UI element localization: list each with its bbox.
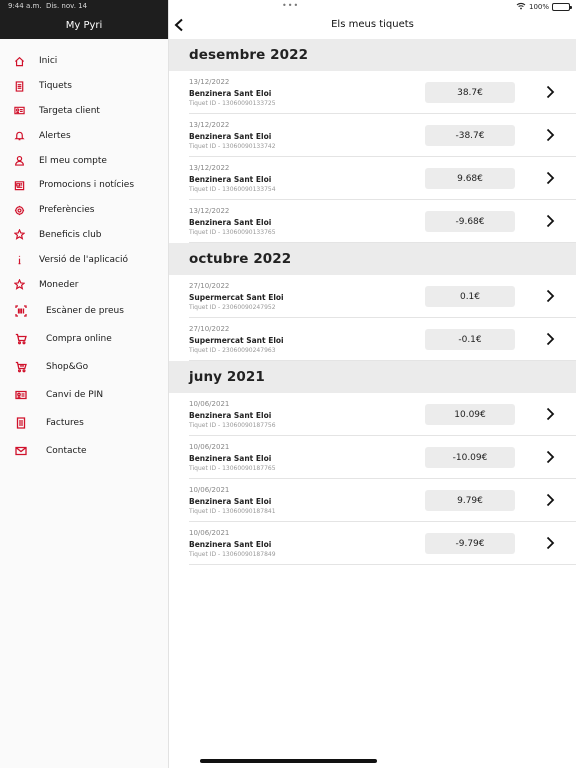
ticket-row[interactable] <box>189 114 576 157</box>
ticket-amount: -10.09€ <box>425 447 515 468</box>
sidebar-item-label: Versió de l'aplicació <box>39 254 128 265</box>
cart-icon <box>14 332 27 345</box>
sidebar-item-label: Beneficis club <box>39 229 102 240</box>
chevron-right-icon[interactable] <box>546 213 556 229</box>
ticket-row[interactable] <box>189 318 576 361</box>
sidebar-item-label: Tiquets <box>39 81 72 92</box>
ticket-store: Benzinera Sant Eloi <box>189 175 272 184</box>
main-panel <box>169 0 576 768</box>
ticket-row[interactable] <box>189 393 576 436</box>
chevron-right-icon[interactable] <box>546 492 556 508</box>
sidebar <box>0 0 169 768</box>
multitasking-dots[interactable]: ••• <box>282 1 300 10</box>
star-icon <box>13 229 25 241</box>
chevron-right-icon[interactable] <box>546 84 556 100</box>
sidebar-item-label: Factures <box>46 417 84 428</box>
sidebar-item-label: El meu compte <box>39 155 107 166</box>
ticket-amount: 0.1€ <box>425 286 515 307</box>
ticket-amount: -0.1€ <box>425 329 515 350</box>
sidebar-item-label: Inici <box>39 56 58 67</box>
ticket-row[interactable] <box>189 436 576 479</box>
ticket-date: 10/06/2021 <box>189 529 230 537</box>
sidebar-item-versio[interactable] <box>0 247 168 272</box>
ticket-row[interactable] <box>189 71 576 114</box>
mail-icon <box>14 444 27 457</box>
sidebar-item-moneder[interactable] <box>0 272 168 297</box>
battery-percent: 100% <box>528 3 549 11</box>
sidebar-submenu <box>0 297 168 465</box>
star-icon <box>13 279 25 291</box>
chevron-right-icon[interactable] <box>546 170 556 186</box>
sidebar-item-label: Shop&Go <box>46 361 89 372</box>
sidebar-item-label: Compra online <box>46 333 112 344</box>
sidebar-menu <box>0 49 168 297</box>
ticket-amount: 38.7€ <box>425 82 515 103</box>
ticket-date: 27/10/2022 <box>189 325 230 333</box>
tickets-list <box>169 39 576 565</box>
ticket-row[interactable] <box>189 200 576 243</box>
ticket-date: 13/12/2022 <box>189 121 230 129</box>
sidebar-item-factures[interactable] <box>0 409 168 437</box>
sidebar-item-compra-online[interactable] <box>0 325 168 353</box>
sidebar-item-label: Moneder <box>39 279 79 290</box>
ticket-amount: 9.79€ <box>425 490 515 511</box>
gear-icon <box>13 204 25 216</box>
sidebar-item-shop-go[interactable] <box>0 353 168 381</box>
barcode-icon <box>14 304 27 317</box>
chevron-right-icon[interactable] <box>546 331 556 347</box>
sidebar-item-inici[interactable] <box>0 49 168 74</box>
ticket-date: 13/12/2022 <box>189 164 230 172</box>
chevron-right-icon[interactable] <box>546 449 556 465</box>
ticket-row[interactable] <box>189 522 576 565</box>
ticket-row[interactable] <box>189 479 576 522</box>
home-icon <box>13 55 25 67</box>
ticket-store: Benzinera Sant Eloi <box>189 497 272 506</box>
ticket-amount: 9.68€ <box>425 168 515 189</box>
ticket-date: 27/10/2022 <box>189 282 230 290</box>
ticket-date: 10/06/2021 <box>189 443 230 451</box>
invoice-icon <box>14 416 27 429</box>
home-indicator[interactable] <box>200 759 377 763</box>
ticket-store: Benzinera Sant Eloi <box>189 218 272 227</box>
sidebar-item-label: Promocions i notícies <box>39 180 135 191</box>
ticket-id: Tiquet ID - 13060090187756 <box>189 422 276 429</box>
sidebar-item-promocions[interactable] <box>0 173 168 198</box>
sidebar-item-canvi-pin[interactable] <box>0 381 168 409</box>
page-title: Els meus tiquets <box>331 19 414 30</box>
nav-bar <box>169 0 576 39</box>
sidebar-item-label: Canvi de PIN <box>46 389 104 400</box>
ticket-store: Benzinera Sant Eloi <box>189 132 272 141</box>
receipt-icon <box>13 80 25 92</box>
ticket-amount: -38.7€ <box>425 125 515 146</box>
ticket-store: Benzinera Sant Eloi <box>189 454 272 463</box>
ticket-id: Tiquet ID - 13060090133742 <box>189 143 276 150</box>
ticket-id: Tiquet ID - 13060090133754 <box>189 186 276 193</box>
sidebar-item-contacte[interactable] <box>0 437 168 465</box>
sidebar-item-targeta-client[interactable] <box>0 99 168 124</box>
sidebar-item-label: Contacte <box>46 445 87 456</box>
ticket-id: Tiquet ID - 23060090247952 <box>189 304 276 311</box>
ticket-id: Tiquet ID - 13060090187841 <box>189 508 276 515</box>
sidebar-item-alertes[interactable] <box>0 123 168 148</box>
sidebar-item-el-meu-compte[interactable] <box>0 148 168 173</box>
bell-icon <box>13 130 25 142</box>
user-icon <box>13 155 25 167</box>
section-header: octubre 2022 <box>169 243 576 275</box>
sidebar-item-tiquets[interactable] <box>0 74 168 99</box>
ticket-id: Tiquet ID - 13060090133765 <box>189 229 276 236</box>
ticket-amount: 10.09€ <box>425 404 515 425</box>
ticket-id: Tiquet ID - 13060090187849 <box>189 551 276 558</box>
ticket-amount: -9.68€ <box>425 211 515 232</box>
ticket-amount: -9.79€ <box>425 533 515 554</box>
ticket-date: 13/12/2022 <box>189 207 230 215</box>
ticket-store: Benzinera Sant Eloi <box>189 540 272 549</box>
sidebar-item-escaner-preus[interactable] <box>0 297 168 325</box>
ticket-id: Tiquet ID - 13060090187765 <box>189 465 276 472</box>
chevron-right-icon[interactable] <box>546 288 556 304</box>
chevron-right-icon[interactable] <box>546 535 556 551</box>
status-time: 9:44 a.m. Dis. nov. 14 <box>8 2 88 10</box>
ticket-store: Benzinera Sant Eloi <box>189 411 272 420</box>
sidebar-item-label: Preferències <box>39 205 95 216</box>
app-title: My Pyri <box>65 20 103 31</box>
ticket-row[interactable] <box>189 157 576 200</box>
ticket-date: 10/06/2021 <box>189 486 230 494</box>
sidebar-item-label: Alertes <box>39 130 71 141</box>
ticket-store: Supermercat Sant Eloi <box>189 336 284 345</box>
newspaper-icon <box>13 179 25 191</box>
info-icon <box>13 254 25 266</box>
chevron-right-icon[interactable] <box>546 406 556 422</box>
ticket-row[interactable] <box>189 275 576 318</box>
section-header: juny 2021 <box>169 361 576 393</box>
ticket-store: Supermercat Sant Eloi <box>189 293 284 302</box>
cart-scan-icon <box>14 360 27 373</box>
sidebar-item-beneficis-club[interactable] <box>0 223 168 248</box>
ticket-date: 10/06/2021 <box>189 400 230 408</box>
ticket-id: Tiquet ID - 13060090133725 <box>189 100 276 107</box>
ticket-store: Benzinera Sant Eloi <box>189 89 272 98</box>
id-card-icon <box>14 388 27 401</box>
sidebar-item-label: Escàner de preus <box>46 305 124 316</box>
section-header: desembre 2022 <box>169 39 576 71</box>
sidebar-item-label: Targeta client <box>39 105 100 116</box>
chevron-right-icon[interactable] <box>546 127 556 143</box>
ticket-id: Tiquet ID - 23060090247963 <box>189 347 276 354</box>
card-icon <box>13 105 25 117</box>
sidebar-item-preferencies[interactable] <box>0 198 168 223</box>
ticket-date: 13/12/2022 <box>189 78 230 86</box>
